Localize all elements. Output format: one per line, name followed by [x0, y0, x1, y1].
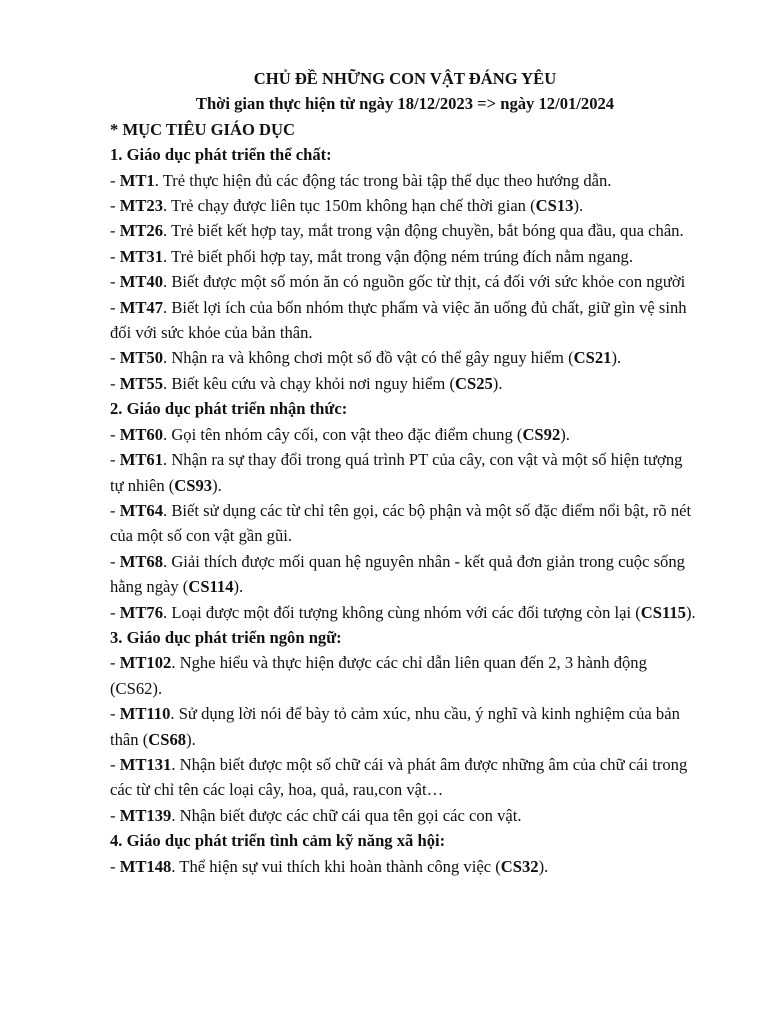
objective-code: MT68	[119, 551, 164, 571]
objective-code: MT31	[119, 246, 164, 266]
objective-text: . Giải thích được mối quan hệ nguyên nhân - kết quả đơn giản trong cuộc sống hằng ngày (	[110, 551, 685, 597]
objective-end: ).	[685, 602, 696, 622]
standard-code: CS21	[573, 348, 612, 368]
objective-item	[110, 193, 700, 218]
group-heading: 2. Giáo dục phát triển nhận thức:	[110, 399, 348, 419]
objective-item	[110, 422, 700, 447]
item-dash: -	[110, 424, 120, 444]
objective-groups	[110, 142, 700, 879]
objective-text: . Nhận ra và không chơi một số đồ vật có thể gây nguy hiểm (	[163, 348, 574, 368]
objective-item	[110, 498, 700, 549]
objective-text: . Nhận biết được một số chữ cái và phát âm được những âm của chữ cái trong các từ chỉ tên các loại cây, hoa, quả, rau,con vật…	[110, 754, 688, 800]
group-heading: 1. Giáo dục phát triển thể chất:	[110, 145, 332, 165]
item-dash: -	[110, 196, 120, 216]
objective-item	[110, 650, 700, 701]
item-dash: -	[110, 450, 120, 470]
group-heading: 3. Giáo dục phát triển ngôn ngữ:	[110, 627, 342, 647]
objective-code: MT64	[119, 500, 164, 520]
objective-code: MT61	[119, 450, 164, 470]
objective-item	[110, 295, 700, 346]
item-dash: -	[110, 704, 120, 724]
objective-text: . Nhận ra sự thay đổi trong quá trình PT của cây, con vật và một số hiện tượng tự nhiên (	[110, 450, 683, 495]
document-body	[110, 66, 700, 879]
standard-code: CS93	[174, 475, 213, 495]
document-title: CHỦ ĐỀ NHỮNG CON VẬT ĐÁNG YÊU	[253, 69, 557, 88]
objective-text: . Loại được một đối tượng không cùng nhóm với các đối tượng còn lại (	[163, 602, 641, 622]
item-dash: -	[110, 348, 120, 368]
objective-end: ).	[573, 196, 584, 216]
item-dash: -	[110, 170, 120, 190]
objective-code: MT76	[119, 602, 164, 622]
objective-item	[110, 345, 700, 370]
objective-code: MT26	[119, 221, 164, 241]
standard-code: CS32	[500, 856, 539, 876]
objective-text: . Trẻ biết phối hợp tay, mắt trong vận động ném trúng đích nằm ngang.	[163, 246, 633, 266]
objective-text: . Biết được một số món ăn có nguồn gốc từ thịt, cá đối với sức khỏe con người	[163, 272, 686, 292]
objective-code: MT110	[119, 704, 171, 724]
objective-code: MT148	[119, 856, 172, 876]
standard-code: CS115	[640, 602, 686, 622]
objective-item	[110, 244, 700, 269]
objective-item	[110, 218, 700, 243]
item-dash: -	[110, 602, 120, 622]
document-subtitle: Thời gian thực hiện từ ngày 18/12/2023 => ngày 12/01/2024	[195, 94, 615, 114]
objective-end: ).	[186, 729, 196, 749]
standard-code: CS68	[148, 729, 187, 749]
objective-code: MT40	[119, 272, 164, 292]
objective-text: . Trẻ biết kết hợp tay, mắt trong vận động chuyền, bắt bóng qua đầu, qua chân.	[163, 221, 684, 241]
item-dash: -	[110, 272, 120, 292]
objective-item	[110, 549, 700, 600]
item-dash: -	[110, 246, 120, 266]
objective-text: . Biết kêu cứu và chạy khỏi nơi nguy hiểm (	[163, 373, 455, 393]
standard-code: CS114	[188, 577, 234, 597]
objective-item	[110, 447, 700, 498]
section-heading: * MỤC TIÊU GIÁO DỤC	[110, 119, 296, 139]
objective-item	[110, 854, 700, 879]
item-dash: -	[110, 221, 120, 241]
item-dash: -	[110, 805, 120, 825]
objective-text: . Sử dụng lời nói để bày tỏ cảm xúc, nhu cầu, ý nghĩ và kinh nghiệm của bản thân (	[110, 704, 680, 749]
objective-end: ).	[560, 424, 570, 444]
objective-end: ).	[233, 577, 244, 597]
objective-end: ).	[611, 348, 622, 368]
objective-end: ).	[538, 856, 549, 876]
item-dash: -	[110, 856, 120, 876]
objective-code: MT50	[119, 348, 164, 368]
item-dash: -	[110, 653, 120, 673]
objective-text: . Thể hiện sự vui thích khi hoàn thành công việc (	[171, 856, 501, 876]
objective-code: MT23	[119, 196, 164, 216]
objective-item	[110, 269, 700, 294]
objective-item	[110, 701, 700, 752]
objective-code: MT60	[119, 424, 164, 444]
objective-code: MT139	[119, 805, 172, 825]
item-dash: -	[110, 373, 120, 393]
objective-item	[110, 752, 700, 803]
group-heading: 4. Giáo dục phát triển tình cảm kỹ năng xã hội:	[110, 831, 446, 851]
objective-end: ).	[212, 475, 222, 495]
standard-code: CS13	[535, 196, 574, 216]
objective-text: . Gọi tên nhóm cây cối, con vật theo đặc điểm chung (	[163, 424, 523, 444]
objective-text: . Biết sử dụng các từ chỉ tên gọi, các bộ phận và một số đặc điểm nổi bật, rõ nét của một số con vật gần gũi.	[110, 500, 692, 546]
objective-code: MT1	[119, 170, 155, 190]
objective-text: . Trẻ chạy được liên tục 150m không hạn chế thời gian (	[163, 196, 536, 216]
standard-code: CS25	[454, 373, 493, 393]
objective-end: ).	[492, 373, 503, 393]
item-dash: -	[110, 754, 120, 774]
objective-text: . Nghe hiểu và thực hiện được các chỉ dẫn liên quan đến 2, 3 hành động (CS62).	[110, 653, 647, 698]
item-dash: -	[110, 297, 120, 317]
standard-code: CS92	[522, 424, 561, 444]
objective-code: MT131	[119, 754, 172, 774]
objective-code: MT47	[119, 297, 164, 317]
objective-item	[110, 803, 700, 828]
objective-item	[110, 168, 700, 193]
item-dash: -	[110, 551, 120, 571]
item-dash: -	[110, 500, 120, 520]
objective-code: MT55	[119, 373, 164, 393]
objective-item	[110, 371, 700, 396]
objective-text: . Biết lợi ích của bốn nhóm thực phẩm và việc ăn uống đủ chất, giữ gìn vệ sinh đối với sức khỏe của bản thân.	[110, 297, 687, 343]
objective-text: . Trẻ thực hiện đủ các động tác trong bài tập thể dục theo hướng dẫn.	[154, 170, 612, 190]
objective-item	[110, 600, 700, 625]
objective-code: MT102	[119, 653, 172, 673]
objective-text: . Nhận biết được các chữ cái qua tên gọi các con vật.	[171, 805, 522, 825]
